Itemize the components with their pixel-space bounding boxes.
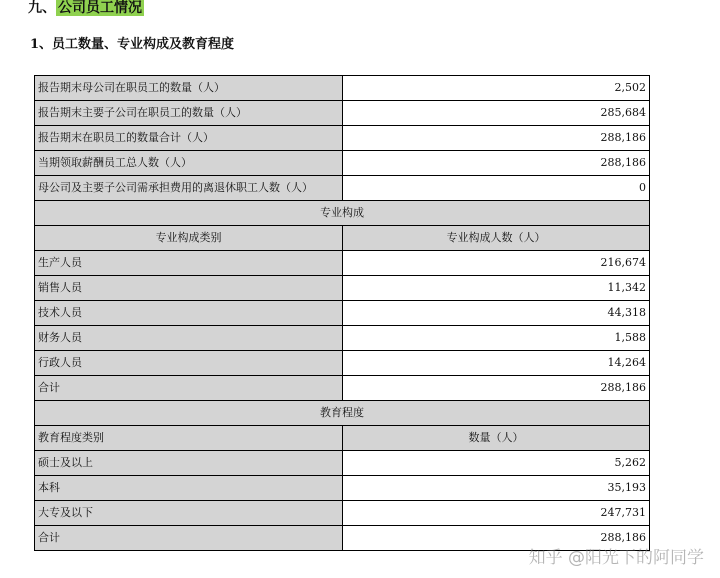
- row-label: 行政人员: [35, 351, 343, 376]
- zhihu-watermark: 知乎 @阳光下的阿同学: [528, 548, 704, 568]
- row-label: 硕士及以上: [35, 451, 343, 476]
- row-label: 大专及以下: [35, 501, 343, 526]
- row-value: 5,262: [343, 451, 650, 476]
- profession-section-label: 专业构成: [35, 201, 650, 226]
- row-value: 1,588: [343, 326, 650, 351]
- row-label: 合计: [35, 376, 343, 401]
- table-row: [35, 451, 650, 476]
- row-value: 11,342: [343, 276, 650, 301]
- table-row: [35, 251, 650, 276]
- profession-col2-header: 专业构成人数（人）: [343, 226, 650, 251]
- profession-col1-header: 专业构成类别: [35, 226, 343, 251]
- row-value: 44,318: [343, 301, 650, 326]
- section-heading-prefix: 九、: [28, 0, 56, 16]
- education-col2-header: 数量（人）: [343, 426, 650, 451]
- profession-section-header: [35, 201, 650, 226]
- row-value: 285,684: [343, 101, 650, 126]
- row-value: 288,186: [343, 376, 650, 401]
- row-label: 财务人员: [35, 326, 343, 351]
- section-heading-highlight: 公司员工情况: [58, 0, 142, 16]
- row-label: 技术人员: [35, 301, 343, 326]
- row-value: 0: [343, 176, 650, 201]
- table-row: [35, 351, 650, 376]
- row-label: 报告期末在职员工的数量合计（人）: [35, 126, 343, 151]
- row-label: 报告期末主要子公司在职员工的数量（人）: [35, 101, 343, 126]
- row-value: 14,264: [343, 351, 650, 376]
- table-row: [35, 276, 650, 301]
- education-col1-header: 教育程度类别: [35, 426, 343, 451]
- row-value: 2,502: [343, 76, 650, 101]
- table-row: [35, 476, 650, 501]
- row-value: 247,731: [343, 501, 650, 526]
- row-value: 288,186: [343, 126, 650, 151]
- row-label: 销售人员: [35, 276, 343, 301]
- row-label: 报告期末母公司在职员工的数量（人）: [35, 76, 343, 101]
- table-row: [35, 376, 650, 401]
- row-label: 合计: [35, 526, 343, 551]
- section-heading: [28, 0, 144, 16]
- row-value: 288,186: [343, 526, 650, 551]
- row-value: 216,674: [343, 251, 650, 276]
- profession-column-headers: [35, 226, 650, 251]
- row-label: 生产人员: [35, 251, 343, 276]
- education-section-label: 教育程度: [35, 401, 650, 426]
- table-row: [35, 176, 650, 201]
- table-row: [35, 301, 650, 326]
- table-row: [35, 501, 650, 526]
- row-value: 35,193: [343, 476, 650, 501]
- table-row: [35, 76, 650, 101]
- employee-table: [34, 75, 650, 551]
- row-label: 本科: [35, 476, 343, 501]
- row-value: 288,186: [343, 151, 650, 176]
- subsection-heading: 1、员工数量、专业构成及教育程度: [30, 37, 235, 52]
- education-section-header: [35, 401, 650, 426]
- row-label: 当期领取薪酬员工总人数（人）: [35, 151, 343, 176]
- table-row: [35, 326, 650, 351]
- table-row: [35, 126, 650, 151]
- table-row: [35, 101, 650, 126]
- education-column-headers: [35, 426, 650, 451]
- row-label: 母公司及主要子公司需承担费用的离退休职工人数（人）: [35, 176, 343, 201]
- table-row: [35, 151, 650, 176]
